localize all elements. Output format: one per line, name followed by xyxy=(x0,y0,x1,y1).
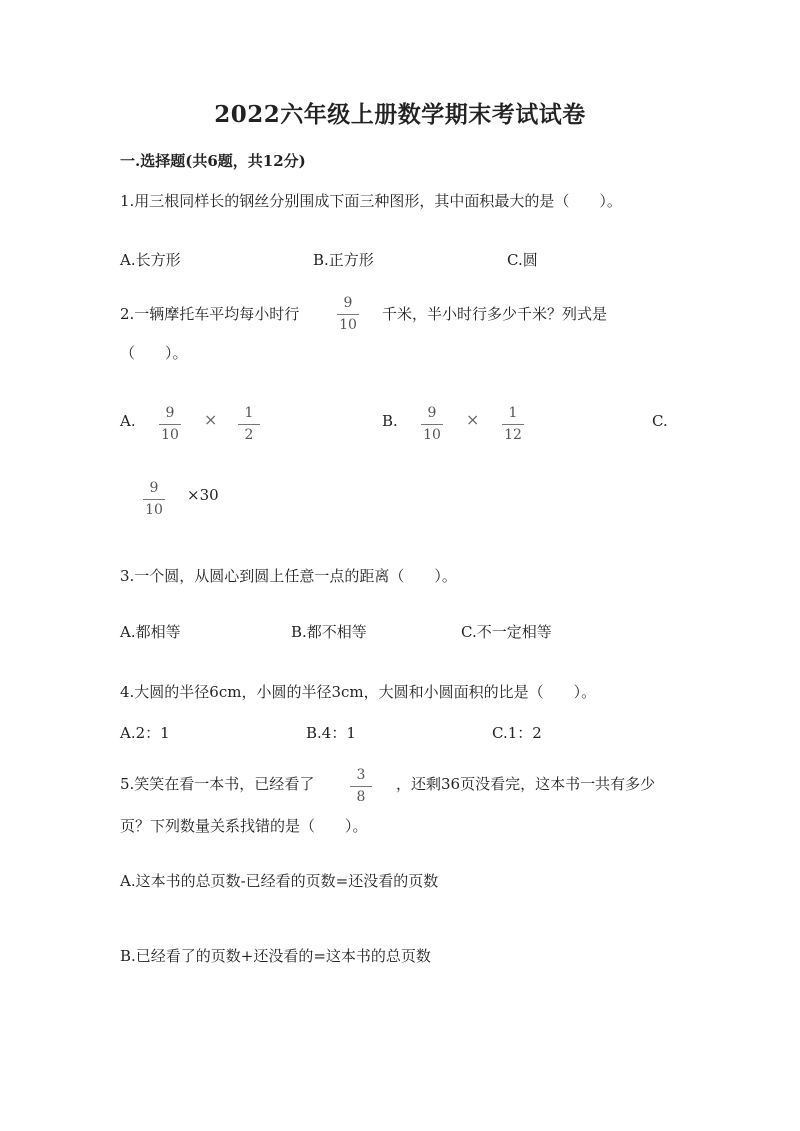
question-1-option-b: B.正方形 xyxy=(313,251,374,269)
question-2-option-c-rest: ×30 xyxy=(187,486,219,504)
question-1-option-c: C.圆 xyxy=(507,251,538,269)
question-2-option-c-label: C. xyxy=(652,412,668,430)
question-5-fraction xyxy=(350,768,372,804)
question-2-text-end: 千米，半小时行多少千米？列式是 xyxy=(382,305,608,323)
question-2-option-a-label: A. xyxy=(120,412,136,430)
question-4-text: 4.大圆的半径6cm，小圆的半径3cm，大圆和小圆面积的比是（ ）。 xyxy=(120,683,597,701)
fraction-denominator: 10 xyxy=(423,427,441,443)
fraction-numerator: 3 xyxy=(356,767,366,783)
question-2-option-b-times: × xyxy=(466,410,480,429)
fraction-denominator: 10 xyxy=(145,502,163,518)
question-1-text: 1.用三根同样长的钢丝分别围成下面三种图形，其中面积最大的是（ ）。 xyxy=(120,192,622,210)
question-2-option-a-fraction-1 xyxy=(159,406,181,442)
fraction-bar xyxy=(502,424,524,425)
question-4-option-b: B.4：1 xyxy=(306,724,356,742)
question-2-option-a-times: × xyxy=(204,410,218,429)
question-1-option-a: A.长方形 xyxy=(120,251,181,269)
question-5-text-start: 5.笑笑在看一本书，已经看了 xyxy=(120,775,315,793)
fraction-numerator: 9 xyxy=(343,295,353,311)
fraction-bar xyxy=(421,424,443,425)
question-4-option-a: A.2：1 xyxy=(120,724,170,742)
fraction-numerator: 9 xyxy=(427,405,437,421)
question-5-text-end: ，还剩36页没看完，这本书一共有多少 xyxy=(396,775,656,793)
question-2-fraction xyxy=(337,296,359,332)
question-2-blank-line: （ ）。 xyxy=(120,344,188,362)
question-2-option-b-fraction-2 xyxy=(502,406,524,442)
fraction-numerator: 1 xyxy=(508,405,518,421)
fraction-bar xyxy=(238,424,260,425)
fraction-numerator: 1 xyxy=(244,405,254,421)
question-2-text-start: 2.一辆摩托车平均每小时行 xyxy=(120,305,300,323)
question-3-option-a: A.都相等 xyxy=(120,623,181,641)
fraction-bar xyxy=(143,499,165,500)
fraction-bar xyxy=(159,424,181,425)
fraction-bar xyxy=(350,786,372,787)
fraction-numerator: 9 xyxy=(165,405,175,421)
question-2-option-b-fraction-1 xyxy=(421,406,443,442)
question-3-text: 3.一个圆，从圆心到圆上任意一点的距离（ ）。 xyxy=(120,567,457,585)
question-2-option-a-fraction-2 xyxy=(238,406,260,442)
question-5-text-line-2: 页？下列数量关系找错的是（ ）。 xyxy=(120,817,368,835)
question-2-option-c-fraction xyxy=(143,481,165,517)
page-title: 2022六年级上册数学期末考试试卷 xyxy=(214,101,586,128)
fraction-denominator: 12 xyxy=(504,427,522,443)
fraction-denominator: 8 xyxy=(356,789,366,805)
question-5-option-b: B.已经看了的页数+还没看的=这本书的总页数 xyxy=(120,947,431,965)
section-heading: 一.选择题(共6题，共12分) xyxy=(120,152,306,170)
question-4-option-c: C.1：2 xyxy=(492,724,542,742)
fraction-bar xyxy=(337,314,359,315)
question-2-option-b-label: B. xyxy=(382,412,398,430)
fraction-numerator: 9 xyxy=(149,480,159,496)
fraction-denominator: 2 xyxy=(244,427,254,443)
fraction-denominator: 10 xyxy=(161,427,179,443)
question-3-option-c: C.不一定相等 xyxy=(461,623,552,641)
fraction-denominator: 10 xyxy=(339,317,357,333)
question-5-option-a: A.这本书的总页数-已经看的页数=还没看的页数 xyxy=(120,872,439,890)
question-3-option-b: B.都不相等 xyxy=(291,623,367,641)
